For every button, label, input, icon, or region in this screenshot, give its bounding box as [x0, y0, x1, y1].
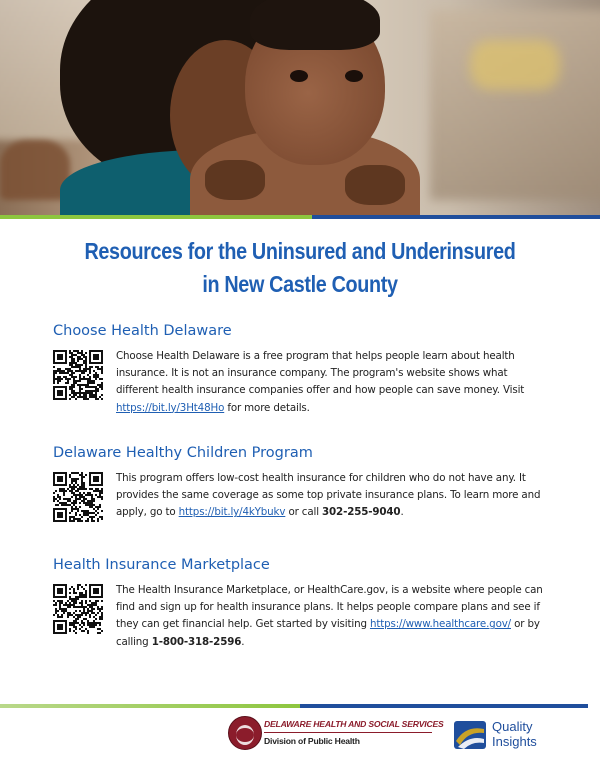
page-title-line2: in New Castle County	[202, 271, 398, 297]
dhss-name: DELAWARE HEALTH AND SOCIAL SERVICES	[264, 719, 444, 729]
section-heading: Delaware Healthy Children Program	[53, 445, 313, 461]
section-body: The Health Insurance Marketplace, or HealthCare.gov, is a website where people can find and sign up for health insurance plans. It helps people compare plans and see if they can get financial help. Get started by visiting https://www.healthcare.gov/ or by calling 1-800-318-2596.	[116, 584, 543, 648]
qr-code-icon	[53, 350, 103, 400]
link-healthy-children[interactable]: https://bit.ly/4kYbukv	[178, 506, 286, 519]
page-title	[76, 235, 523, 301]
color-bar-top	[0, 215, 600, 219]
page-title-line1: Resources for the Uninsured and Underinsured	[84, 238, 516, 264]
section-marketplace	[53, 557, 553, 651]
quality-insights-mark-icon	[454, 721, 486, 749]
phone-number: 302-255-9040	[322, 506, 401, 519]
dhss-logo	[228, 716, 444, 750]
hero-photo	[0, 0, 600, 215]
section-heading: Health Insurance Marketplace	[53, 557, 270, 573]
qr-code-icon	[53, 584, 103, 634]
color-bar-bottom	[0, 704, 600, 708]
section-healthy-children	[53, 445, 553, 522]
phone-number: 1-800-318-2596	[151, 635, 242, 648]
section-choose-health-delaware	[53, 323, 553, 417]
quality-insights-logo	[454, 718, 554, 752]
section-heading: Choose Health Delaware	[53, 323, 232, 339]
qi-word-quality: Quality	[492, 719, 533, 734]
dhss-seal-icon	[228, 716, 262, 750]
link-choose-health-delaware[interactable]: https://bit.ly/3Ht48Ho	[116, 401, 225, 414]
dhss-division: Division of Public Health	[264, 736, 360, 746]
section-body: Choose Health Delaware is a free program that helps people learn about health insurance. It is not an insurance company. The program's website shows what different health insurance companies offer and how people can save money. Visit https://bit.ly/3Ht48Ho for more details.	[116, 350, 525, 414]
qi-word-insights: Insights	[492, 734, 537, 749]
section-body: This program offers low-cost health insurance for children who do not have any. It provides the same coverage as some top private insurance plans. To learn more and apply, go to https://bit.ly/4kYbukv or call 302-255-9040.	[116, 472, 541, 519]
link-healthcare-gov[interactable]: https://www.healthcare.gov/	[369, 618, 511, 631]
qr-code-icon	[53, 472, 103, 522]
